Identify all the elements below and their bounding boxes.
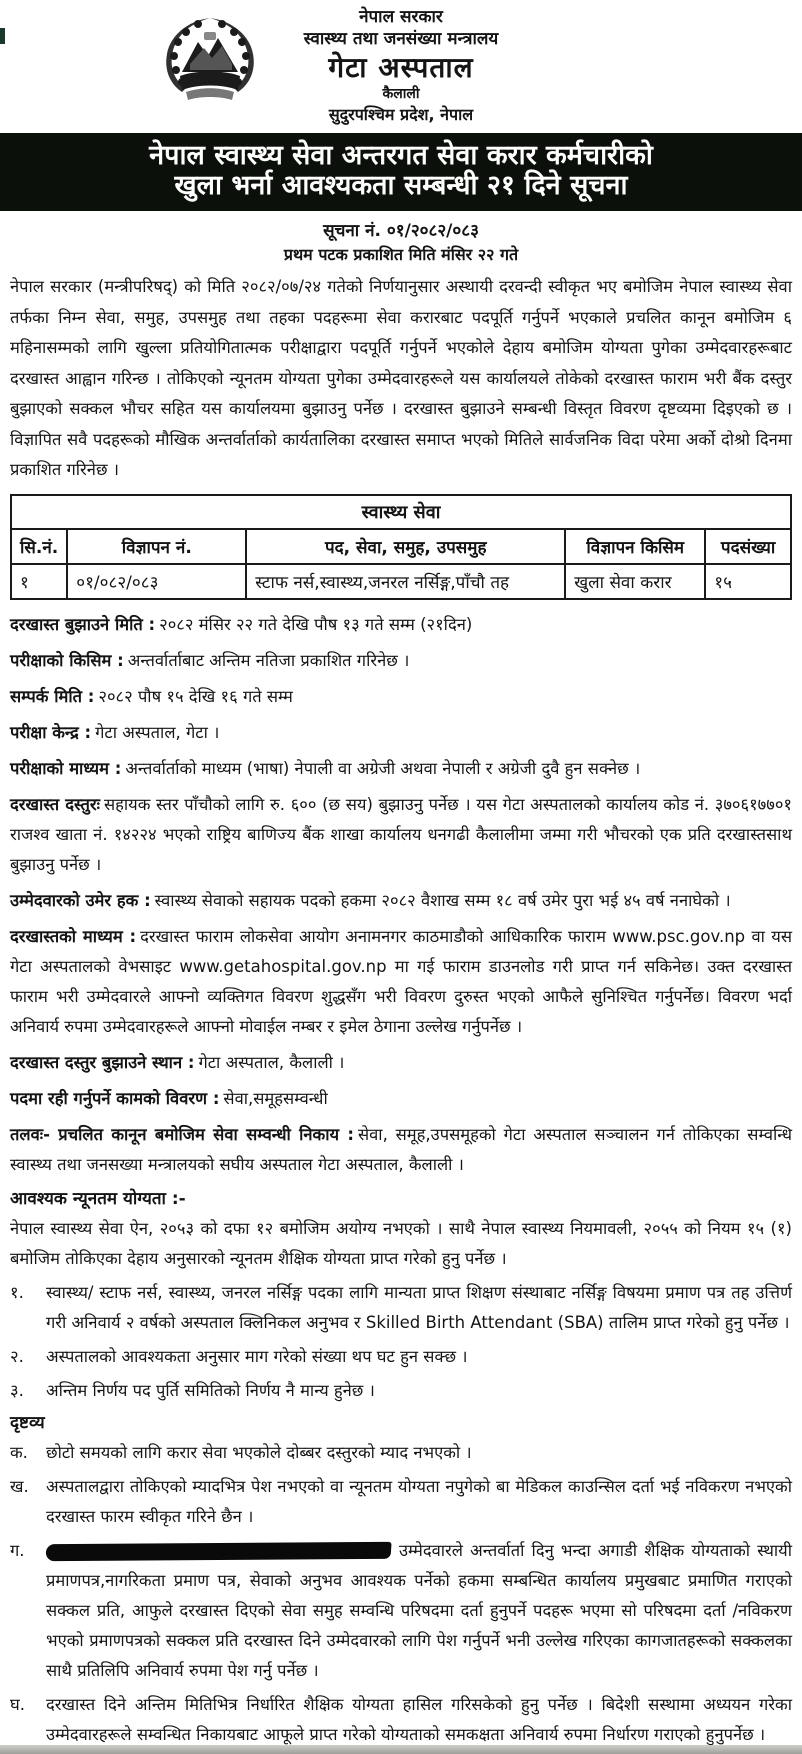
detail-application-date: दरखास्त बुझाउने मिति : २०८२ मंसिर २२ गते देखि पौष १३ गते सम्म (२१दिन) [10, 614, 473, 634]
qualification-item-2: २. अस्पतालको आवश्यकता अनुसार माग गरेको संख्या थप घट हुन सक्छ । [10, 1346, 468, 1366]
notes-heading: दृष्टव्य [10, 1412, 45, 1433]
col-advert-no: विज्ञापन नं. [67, 529, 246, 564]
qualification-heading: आवश्यक न्यूनतम योग्यता :- [10, 1188, 186, 1209]
intro-paragraph: नेपाल सरकार (मन्त्रीपरिषद्) को मिति २०८२/०७/२४ गतेको निर्णयानुसार अस्थायी दरवन्दी स्वीकृत भए बमोजिम नेपाल स्वास्थ्य सेवा तर्फका निम्न सेवा, समुह, उपसमुह तथा तहका पदहरूमा सेवा करारबाट पदपूर्ति गर्नुपर्ने भएकाले प्रचलित कानून बमोजिम ६ महिनासम्मको लागि खुल्ला प्रतियोगितात्मक परीक्षाद्वारा पदपूर्ति गर्नुपर्ने भएकोले देहाय बमोजिम योग्यता पुगेका उम्मेदवारहरूबाट दरखास्त आह्वान गरिन्छ । तोकिएको न्यूनतम योग्यता पुगेका उम्मेदवारहरूले यस कार्यालयले तोकेको दरखास्त फाराम भरी बैंक दस्तुर बुझाएको सक्कल भौचर सहित यस कार्यालयमा बुझाउनु पर्नेछ । दरखास्त बुझाउने सम्बन्धी विस्तृत विवरण दृष्टव्यमा दिइएको छ । विज्ञापित सवै पदहरूको मौखिक अन्तर्वार्ताको कार्यतालिका दरखास्त समाप्त भएको मितिले सार्वजनिक विदा परेमा अर्को दोश्रो दिनमा प्रकाशित गरिनेछ । [10, 277, 792, 479]
col-post-count: पदसंख्या [705, 529, 791, 564]
banner-line-2: खुला भर्ना आवश्यकता सम्बन्धी २१ दिने सूचना [174, 170, 628, 201]
cell-post-count: १५ [705, 564, 791, 599]
detail-application-fee: दरखास्त दस्तुरः सहायक स्तर पाँचौको लागि रु. ६०० (छ सय) बुझाउनु पर्नेछ । यस गेटा अस्पतालको कार्यालय कोड नं. ३७०६१७७०१ राजश्व खाता नं. १४२२४ भएको राष्ट्रिय बाणिज्य बैंक शाखा कार्यालय धनगढी कैलालीमा जम्मा गरी भौचरको एक प्रति दरखास्तसाथ बुझाउनु पर्नेछ । [10, 794, 792, 874]
note-item-ga: ग. उम्मेदवारले अन्तर्वार्ता दिनु भन्दा अगाडी शैक्षिक योग्यताको स्थायी प्रमाणपत्र,नागरिकता प्रमाण पत्र, सेवाको अनुभव आवश्यक पर्नेको हकमा सम्बन्धित कार्यालय प्रमुखबाट प्रमाणित गराएको सक्कल प्रति, आफुले दरखास्त दिएको सेवा समुह सम्वन्धि परिषदमा दर्ता हुनुपर्ने पदहरू भएमा सो परिषदमा दर्ता /नविकरण भएको प्रमाणपत्रको सक्कल प्रति दरखास्त दिने उम्मेदवारको लागि पेश गर्नुपर्ने भनी उल्लेख गरिएका कागजातहरूको सक्कलका साथै प्रतिलिपि अनिवार्य रुपमा पेश गर्नु पर्नेछ । [10, 1540, 792, 1680]
note-item-gha: घ. दरखास्त दिने अन्तिम मितिभित्र निर्धारित शैक्षिक योग्यता हासिल गरिसकेको हुनु पर्नेछ । बिदेशी सस्थामा अध्ययन गरेका उम्मेदवारहरूले सम्वन्धित निकायबाट आफूले प्राप्त गरेको योग्यताको समकक्षता अनिवार्य रुपमा निर्धारण गराएको हुनुपर्नेछ । [10, 1694, 792, 1744]
detail-salary-authority: तलवः- प्रचलित कानून बमोजिम सेवा सम्वन्धी निकाय : सेवा, समूह,उपसमूहको गेटा अस्पताल सञ्चालन गर्न तोकिएका सम्वन्धि स्वास्थ्य तथा जनसख्या मन्त्रालयको सघीय अस्पताल गेटा अस्पताल, कैलाली । [10, 1124, 792, 1174]
detail-job-description: पदमा रही गर्नुपर्ने कामको विवरण : सेवा,समूहसम्वन्धी [10, 1088, 328, 1108]
qualification-intro: नेपाल स्वास्थ्य सेवा ऐन, २०५३ को दफा १२ बमोजिम अयोग्य नभएको । साथै नेपाल स्वास्थ्य नियमावली, २०५५ को नियम १५ (१) बमोजिम तोकिएका देहाय अनुसारको न्यूनतम शैक्षिक योग्यता प्राप्त गरेको हुनु पर्नेछ । [10, 1218, 792, 1268]
banner-line-1: नेपाल स्वास्थ्य सेवा अन्तरगत सेवा करार कर्मचारीको [149, 140, 653, 171]
hospital-name: गेटा अस्पताल [328, 51, 474, 84]
detail-exam-center: परीक्षा केन्द्र : गेटा अस्पताल, गेटा । [10, 722, 220, 742]
notice-body [0, 272, 802, 1750]
col-post-service-group: पद, सेवा, समुह, उपसमुह [246, 529, 565, 564]
table-header-row [11, 529, 791, 564]
detail-fee-payment-place: दरखास्त दस्तुर बुझाउने स्थान : गेटा अस्पताल, कैलाली । [10, 1052, 345, 1072]
scan-bottom-edge [0, 1745, 802, 1754]
cell-advert-no: ०१/०८२/०८३ [67, 564, 246, 599]
notice-title-banner [0, 133, 802, 211]
cell-serial-no: १ [11, 564, 67, 599]
cell-advert-type: खुला सेवा करार [565, 564, 705, 599]
table-row [11, 564, 791, 599]
qualification-item-3: ३. अन्तिम निर्णय पद पुर्ति समितिको निर्णय नै मान्य हुनेछ । [10, 1380, 375, 1400]
note-item-ka: क. छोटो समयको लागि करार सेवा भएकोले दोब्बर दस्तुरको म्याद नभएको । [10, 1442, 472, 1462]
cell-post-service-group: स्टाफ नर्स,स्वास्थ्य,जनरल नर्सिङ्ग,पाँचौ तह [246, 564, 565, 599]
detail-age-limit: उम्मेदवारको उमेर हक : स्वास्थ्य सेवाको सहायक पदको हकमा २०८२ वैशाख सम्म १८ वर्ष उमेर पुरा भई ४५ वर्ष ननाघेको । [10, 890, 731, 910]
col-serial-no: सि.नं. [11, 529, 67, 564]
qualification-item-1: १. स्वास्थ्य/ स्टाफ नर्स, स्वास्थ्य, जनरल नर्सिङ्ग पदका लागि मान्यता प्राप्त शिक्षण संस्थाबाट नर्सिङ्ग विषयमा प्रमाण पत्र तह उत्तिर्ण गरी अनिवार्य २ वर्षको अस्पताल क्लिनिकल अनुभव र Skilled Birth Attendant (SBA) तालिम प्राप्त गरेको हुनु पर्नेछ । [10, 1282, 792, 1332]
government-name: नेपाल सरकार [359, 7, 443, 27]
letterhead [0, 0, 802, 126]
detail-exam-type: परीक्षाको किसिम : अन्तर्वार्ताबाट अन्तिम नतिजा प्रकाशित गरिनेछ । [10, 650, 410, 670]
ministry-name: स्वास्थ्य तथा जनसंख्या मन्त्रालय [303, 29, 499, 49]
col-advert-type: विज्ञापन किसिम [565, 529, 705, 564]
detail-exam-medium: परीक्षाको माध्यम : अन्तर्वार्ताको माध्यम (भाषा) नेपाली वा अग्रेजी अथवा नेपाली र अग्रेजी दुवै हुन सक्नेछ । [10, 758, 641, 778]
province-name: सुदुरपश्चिम प्रदेश, नेपाल [328, 105, 474, 124]
detail-contact-date: सम्पर्क मिति : २०८२ पौष १५ देखि १६ गते सम्म [10, 686, 293, 706]
detail-application-medium: दरखास्तको माध्यम : दरखास्त फाराम लोकसेवा आयोग अनामनगर काठमाडौको आधिकारिक फाराम www.psc.gov.np वा यस गेटा अस्पतालको वेभसाइट www.getahospital.gov.np मा गई फाराम डाउनलोड गरी प्राप्त गर्न सकिनेछ। उक्त दरखास्त फाराम भरी उम्मेदवारले आफ्नो व्यक्तिगत विवरण शुद्धसँग भरी विवरण दुरुस्त भएको आफैले सुनिश्चित गर्नुपर्नेछ। विवरण भर्दा अनिवार्य रुपमा उम्मेदवारहरूले आफ्नो मोवाईल नम्बर र इमेल ठेगाना उल्लेख गर्नुपर्नेछ । [10, 926, 793, 1036]
notice-number: सूचना नं. ०१/२०८२/०८३ [323, 221, 479, 241]
table-caption-row [11, 495, 791, 529]
nepal-coat-of-arms-logo [160, 12, 260, 112]
district-name: कैलाली [382, 86, 420, 102]
vacancy-table [10, 494, 792, 600]
redaction-mark [45, 1541, 391, 1560]
table-caption: स्वास्थ्य सेवा [11, 495, 791, 529]
note-item-kha: ख. अस्पतालद्वारा तोकिएको म्यादभित्र पेश नभएको वा न्यूनतम योग्यता नपुगेको बा मेडिकल काउन्सिल दर्ता भई नविकरण नभएको दरखास्त फारम स्वीकृत गरिने छैन । [10, 1476, 792, 1526]
published-date-line: प्रथम पटक प्रकाशित मिति मंसिर २२ गते [283, 245, 519, 264]
